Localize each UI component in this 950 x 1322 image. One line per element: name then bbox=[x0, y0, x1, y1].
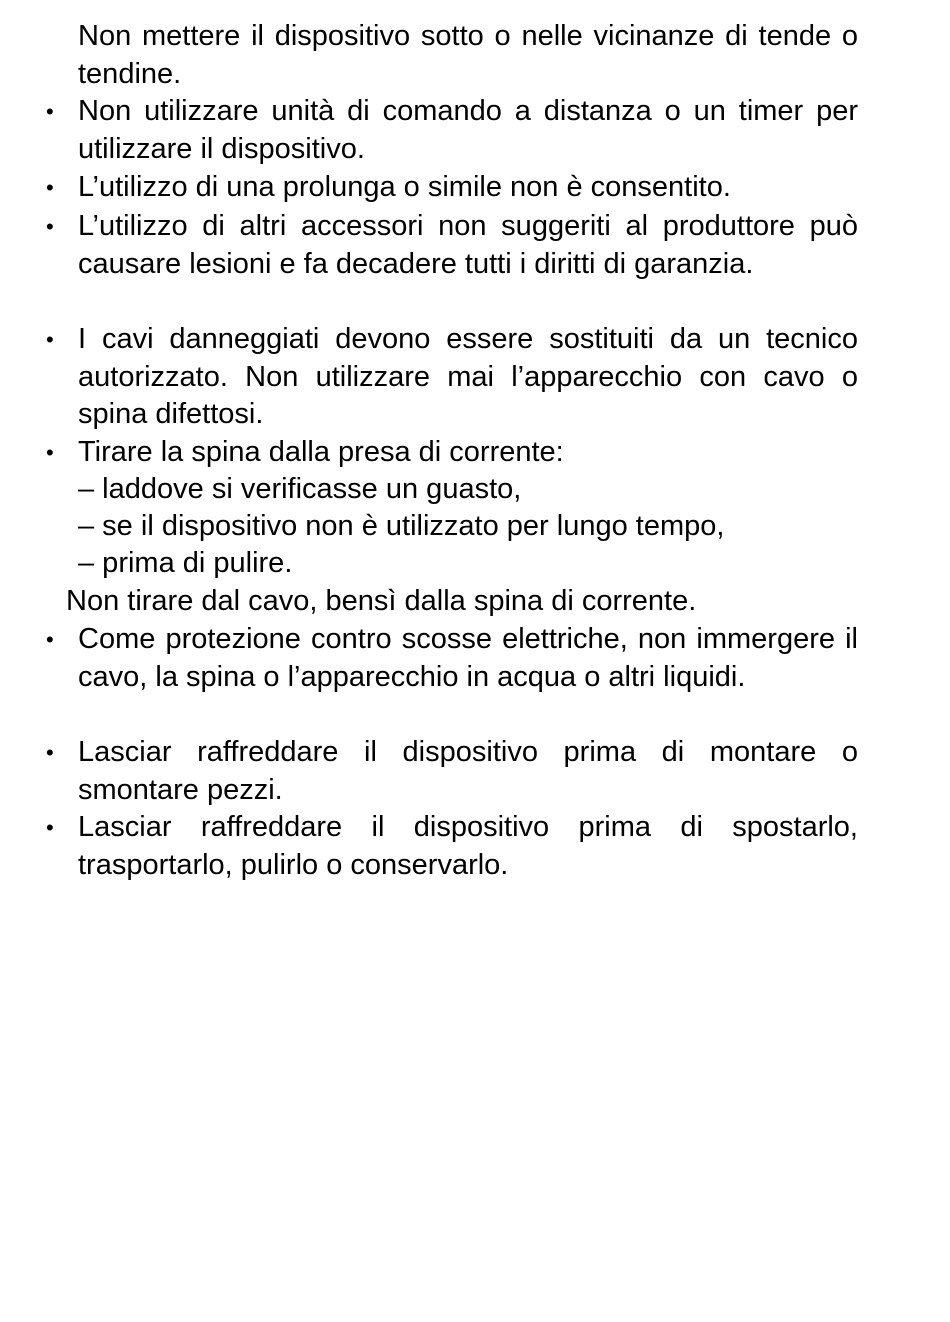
note-line: Non tirare dal cavo, bensì dalla spina di corrente. bbox=[66, 585, 697, 617]
bullet-marker: • bbox=[46, 740, 54, 765]
bullet-marker: • bbox=[46, 627, 54, 652]
sub-list-item: – prima di pulire. bbox=[78, 547, 293, 579]
list-item: Lasciar raffreddare il dispositivo prima di montare o smontare pezzi. bbox=[78, 736, 858, 806]
list-item: Tirare la spina dalla presa di corrente: bbox=[78, 436, 564, 468]
list-item: Non utilizzare unità di comando a distanza o un timer per utilizzare il dispositivo. bbox=[78, 95, 858, 165]
bullet-marker: • bbox=[46, 327, 54, 352]
bullet-marker: • bbox=[46, 815, 54, 840]
bullet-marker: • bbox=[46, 99, 54, 124]
list-item: L’utilizzo di altri accessori non suggeriti al produttore può causare lesioni e fa decadere tutti i diritti di garanzia. bbox=[78, 210, 858, 280]
bullet-marker: • bbox=[46, 175, 54, 200]
list-item: Come protezione contro scosse elettriche, non immergere il cavo, la spina o l’apparecchio in acqua o altri liquidi. bbox=[78, 623, 858, 693]
bullet-marker: • bbox=[46, 214, 54, 239]
sub-list-item: – laddove si verificasse un guasto, bbox=[78, 473, 522, 505]
continuation-paragraph: Non mettere il dispositivo sotto o nelle vicinanze di tende o tendine. bbox=[78, 20, 858, 90]
list-item: Lasciar raffreddare il dispositivo prima di spostarlo, trasportarlo, pulirlo o conservarlo. bbox=[78, 811, 858, 881]
sub-list-item: – se il dispositivo non è utilizzato per lungo tempo, bbox=[78, 510, 725, 542]
list-item: I cavi danneggiati devono essere sostituiti da un tecnico autorizzato. Non utilizzare mai l’apparecchio con cavo o spina difettosi. bbox=[78, 323, 858, 430]
list-item: L’utilizzo di una prolunga o simile non è consentito. bbox=[78, 171, 731, 203]
bullet-marker: • bbox=[46, 440, 54, 465]
